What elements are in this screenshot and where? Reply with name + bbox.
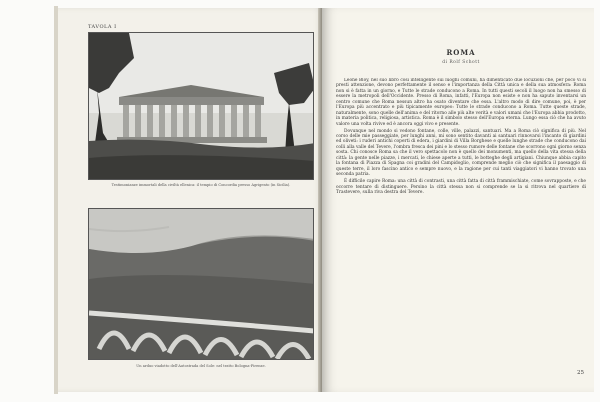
paragraph: Dovunque nel mondo si vedono fontane, colle, ville, palazzi, santuari. Ma a Roma ciò significa di più. Nel corso delle mie passeggiate, per lunghi anni, mi sono sentito davanti ai santuari rinnovarsi l'incanto di giardini ed oliveti: i ruderi antichi coperti di edera, i giardini di Villa Borghese e quelle lunghe strade che conducono dai colli alla valle del Tevere, l'ombra fresca dei pini e lo stesso rumore delle fontane che scorrono ogni giorno senza sosta. Chi conosce Roma sa che il vero spettacolo non è quello dei monumenti, ma quello della vita stessa della città: la gente nelle piazze, i mercati, le chiese aperte a tutti, le botteghe degli artigiani. Chiunque abbia capito la fontana di Piazza di Spagna coi gradini del Campidoglio, comprende meglio ciò che significa il paesaggio di queste terre, il loro fascino antico e sempre nuovo, e la ragione per cui tanti viaggiatori vi hanno trovato una seconda patria. bbox=[336, 128, 586, 178]
temple-photo bbox=[88, 32, 314, 180]
viaduct-photo bbox=[88, 208, 314, 360]
paragraph: Leone Bloy, nel suo libro così intelligente sui luoghi comuni, ha dimenticato due locuzioni che, per poco vi si presti attenzione, devono perfettamente il senso e l'importanza della Città unica e della sua atmosfera: Roma non si è fatta in un giorno, e Tutte le strade conducono a Roma. In tutti questi secoli il luogo non ha smesso di essere la metropoli dell'Occidente. Presso di Roma, infatti, l'Europa non esiste e non ha saputo inventarsi un centro comune che Roma nessun altro ha osato diventare che essa. L'altro modo di dire comune, poi, è per l'Europa più accentrato e più tipicamente europeo: Tutte le strade conducono a Roma. Tutte queste strade, naturalmente, sono quelle dell'anima e del ritorno alle più alte verità e valori umani che l'Europa abbia prodotto, in materia politica, religiosa, artistica. Roma è il simbolo stesso dell'Europa eterna. Lungo essa ciò che ha avuto valore una volta rivive ed è ancora oggi vivo e presente. bbox=[336, 78, 586, 127]
article-byline: di Rolf Schott bbox=[442, 60, 480, 65]
page-number: 25 bbox=[577, 370, 584, 376]
temple-image bbox=[89, 33, 314, 180]
viaduct-image bbox=[89, 209, 314, 360]
article-title: ROMA bbox=[446, 48, 476, 57]
left-page bbox=[58, 8, 326, 392]
paragraph: È difficile capire Roma: una città di contrasti, una città fatta di città frammischiate, come sovrapposte, e che occorre tentare di distinguere. Persino la città stessa non si comprende se la si ritrova nel quartiere di Trastevere, sulla riva destra del Tevere. bbox=[336, 179, 586, 196]
article-body bbox=[336, 78, 586, 368]
plate-label: TAVOLA I bbox=[88, 24, 117, 30]
right-page bbox=[322, 8, 594, 392]
caption-top: Testimonianze immortali della civiltà ellenica: il tempio di Concordia presso Agrigento (in Sicilia). bbox=[111, 183, 291, 187]
caption-bottom: Un arduo viadotto dell'Autostrada del Sole: nel tratto Bologna-Firenze. bbox=[136, 364, 266, 368]
